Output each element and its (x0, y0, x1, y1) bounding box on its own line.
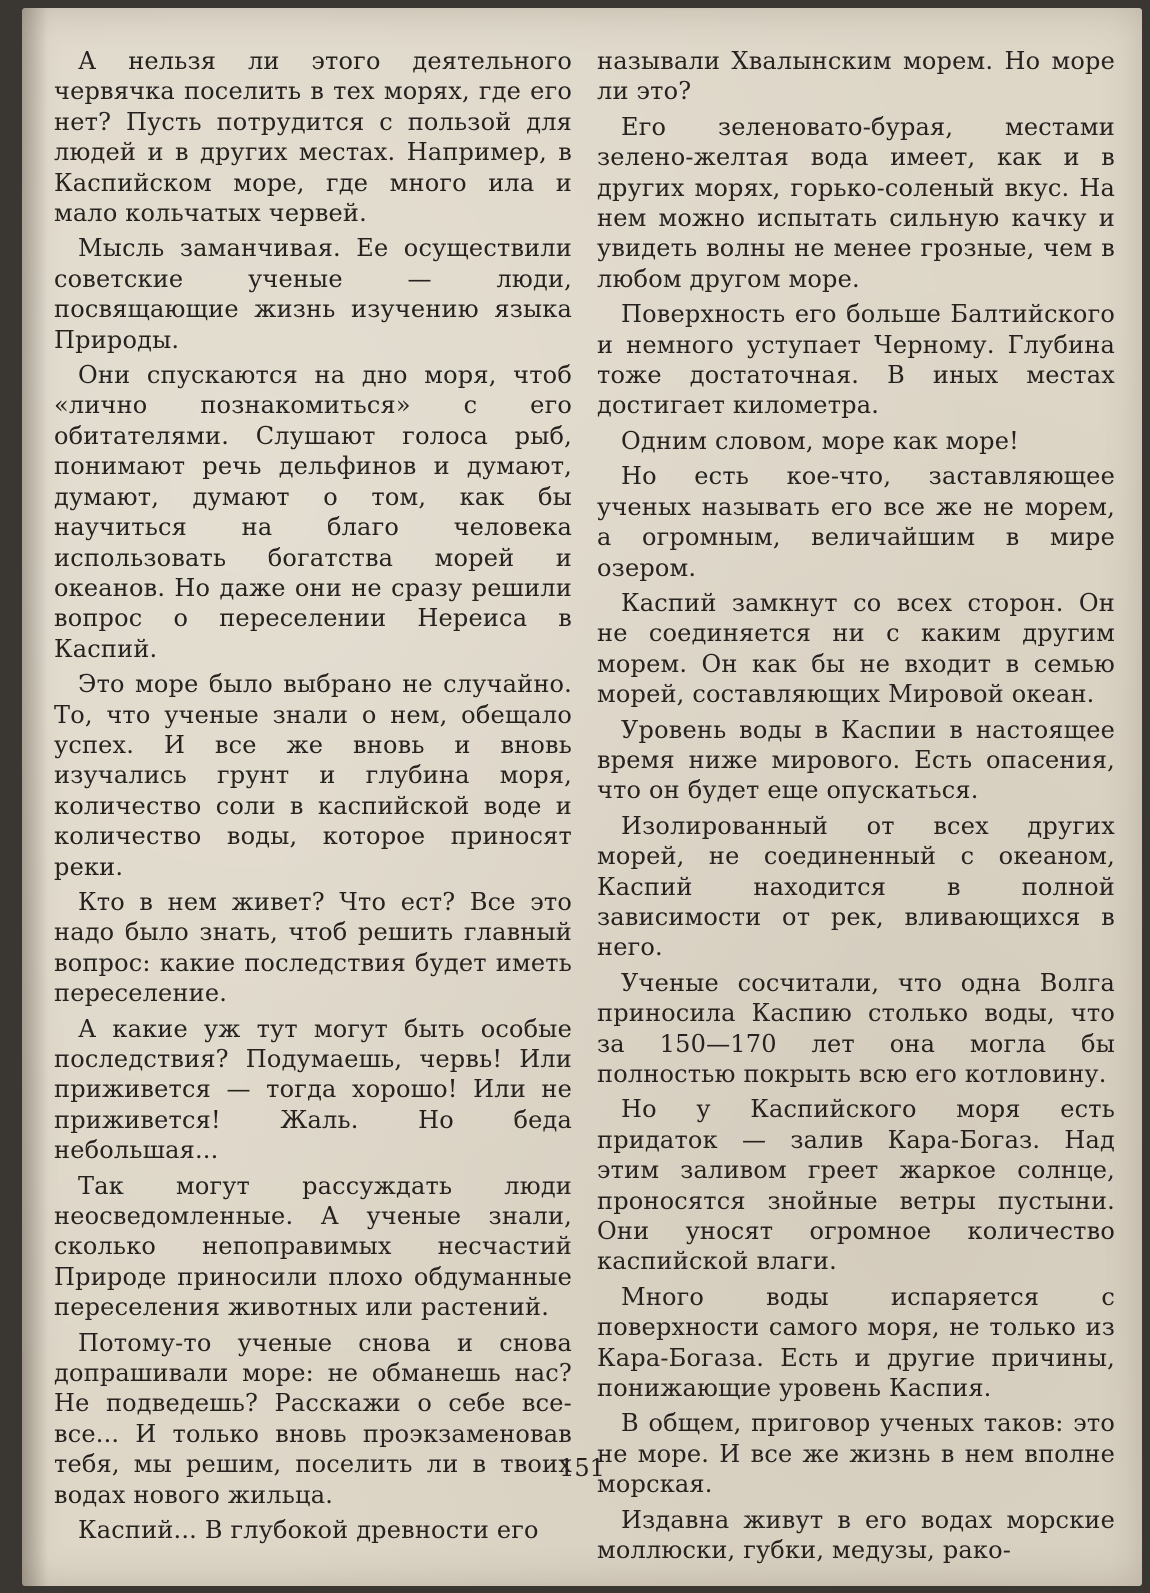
paragraph: Кто в нем живет? Что ест? Все это надо было знать, чтоб решить главный вопрос: какие последствия будет иметь переселение. (54, 887, 572, 1008)
paragraph: Каспий... В глубокой древности его (78, 1516, 539, 1545)
right-column (597, 46, 1115, 1571)
paragraph: Так могут рассуждать люди неосведомленные. А ученые знали, сколько непоправимых несчастий Природе приносили плохо обдуманные переселения животных или растений. (54, 1171, 572, 1322)
paragraph: Но есть кое-что, заставляющее ученых называть его все же не морем, а огромным, величайшим в мире озером. (597, 462, 1115, 582)
page-number: 151 (559, 1454, 605, 1482)
paragraph: Они спускаются на дно моря, чтоб «лично познакомиться» с его обитателями. Слушают голоса рыб, понимают речь дельфинов и думают, думают, думают о том, как бы научиться на благо человека использовать богатства морей и океанов. Но даже они не сразу решили вопрос о переселении Нереиса в Каспий. (54, 361, 572, 663)
paragraph: Его зеленовато-бурая, местами зелено-желтая вода имеет, как и в других морях, горько-соленый вкус. На нем можно испытать сильную качку и увидеть волны не менее грозные, чем в любом другом море. (597, 112, 1115, 293)
paragraph: Ученые сосчитали, что одна Волга приносила Каспию столько воды, что за 150—170 лет она могла бы полностью покрыть всю его котловину. (597, 968, 1115, 1088)
paragraph: Много воды испаряется с поверхности самого моря, не только из Кара-Богаза. Есть и другие причины, понижающие уровень Каспия. (597, 1282, 1115, 1403)
paragraph: Одним словом, море как море! (621, 426, 1019, 455)
paragraph: Изолированный от всех других морей, не соединенный с океаном, Каспий находится в полной зависимости от рек, вливающихся в него. (597, 811, 1115, 962)
paragraph: Издавна живут в его водах морские моллюски, губки, медузы, рако- (597, 1505, 1115, 1565)
paragraph: Но у Каспийского моря есть придаток — залив Кара-Богаз. Над этим заливом греет жаркое солнце, проносятся знойные ветры пустыни. Они уносят огромное количество каспийской влаги. (597, 1095, 1115, 1276)
paragraph: Уровень воды в Каспии в настоящее время ниже мирового. Есть опасения, что он будет еще опускаться. (597, 715, 1115, 805)
paragraph: Мысль заманчивая. Ее осуществили советские ученые — люди, посвящающие жизнь изучению языка Природы. (54, 234, 572, 354)
paragraph: А нельзя ли этого деятельного червячка поселить в тех морях, где его нет? Пусть потрудится с пользой для людей и в других местах. Например, в Каспийском море, где много ила и мало кольчатых червей. (54, 47, 572, 228)
paragraph: Это море было выбрано не случайно. То, что ученые знали о нем, обещало успех. И все же вновь и вновь изучались грунт и глубина моря, количество соли в каспийской воде и количество воды, которое приносят реки. (54, 670, 572, 881)
paragraph: А какие уж тут могут быть особые последствия? Подумаешь, червь! Или приживется — тогда хорошо! Или не приживется! Жаль. Но беда небольшая... (54, 1014, 572, 1165)
paragraph: Каспий замкнут со всех сторон. Он не соединяется ни с каким другим морем. Он как бы не входит в семью морей, составляющих Мировой океан. (597, 588, 1115, 709)
paragraph: В общем, приговор ученых таков: это не море. И все же жизнь в нем вполне морская. (597, 1409, 1115, 1499)
paragraph: Потому-то ученые снова и снова допрашивали море: не обманешь нас? Не подведешь? Расскажи о себе все-все... И только вновь проэкзаменовав тебя, мы решим, поселить ли в твоих водах нового жильца. (54, 1328, 572, 1509)
paragraph: Поверхность его больше Балтийского и немного уступает Черному. Глубина тоже достаточная. В иных местах достигает километра. (597, 300, 1115, 420)
left-column (54, 46, 572, 1551)
book-page (22, 8, 1142, 1586)
paragraph: называли Хвалынским морем. Но море ли это? (597, 47, 1115, 106)
